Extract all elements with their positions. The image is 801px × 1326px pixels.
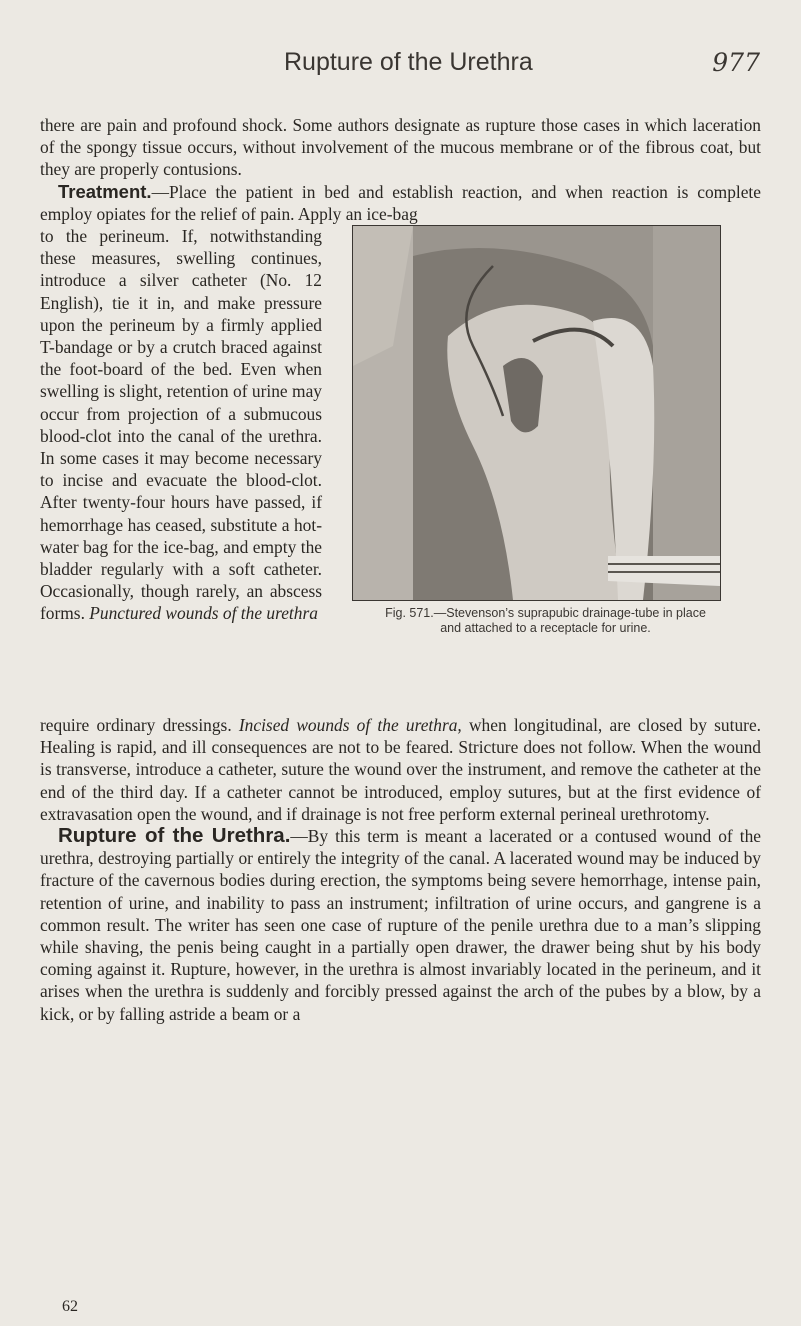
paragraph-rupture (40, 825, 761, 1025)
incised-wounds-text: when longitudinal, are closed by suture. Healing is rapid, and ill consequences are not to be feared. Stricture does not follow. When the wound is transverse, introduce a catheter, suture the wound over the instrument, and remove the catheter at the end of the third day. If a catheter cannot be introduced, employ sutures, but at the first evidence of extravasation open the wound, and if drainage is not free perform external perineal urethrotomy. (40, 715, 762, 824)
paragraph-wounds (40, 714, 761, 825)
signature-mark: 62 (62, 1298, 78, 1315)
rupture-heading: Rupture of the Urethra. (58, 824, 291, 848)
paragraph-shock: there are pain and profound shock. Some authors designate as rupture those cases in which laceration of the spongy tissue occurs, without involvement of the mucous membrane or of the fibrous coat, but they are properly contusions. (40, 115, 761, 180)
treatment-heading: Treatment. (58, 180, 152, 202)
rupture-text: —By this term is meant a lacerated or a contused wound of the urethra, destroying partially or entirely the integrity of the canal. A lacerated wound may be induced by fracture of the cavernous bodies during erection, the symptoms being severe hemorrhage, intense pain, retention of urine, and inability to pass an instrument; infiltration of urine occurs, and gangrene is a common result. The writer has seen one case of rupture of the penile urethra due to a man’s slipping while shaving, the penis being caught in a partially open drawer, the drawer being shut by his body coming against it. Rupture, however, in the urethra is almost invariably located in the perineum, and it arises when the urethra is suddenly and forcibly pressed against the arch of the pubes by a blow, by a kick, or by falling astride a beam or a (40, 826, 761, 1024)
running-title: Rupture of the Urethra (284, 48, 533, 76)
patient-photo-drawing (353, 226, 720, 600)
figure-wrap-region (40, 225, 761, 714)
treatment-wrapped: to the perineum. If, notwithstanding these measures, swelling continues, introduce a silver catheter (No. 12 English), tie it in, and make pressure upon the perineum by a firmly applied T-bandage or by a crutch braced against the foot-board of the bed. Even when swelling is slight, retention of urine may occur from projection of a submucous blood-clot into the canal of the urethra. In some cases it may become necessary to incise and evacuate the blood-clot. After twenty-four hours have passed, if hemorrhage has ceased, substitute a hot-water bag for the ice-bag, and empty the bladder regularly with a soft catheter. Occasionally, though rarely, an abscess forms. (40, 226, 322, 624)
figure-caption (330, 606, 761, 636)
treatment-lead: —Place the patient in bed and establish reaction, and when reaction is complete employ opiates for the relief of pain. Apply an ice-bag (40, 181, 761, 224)
figure-571 (330, 225, 761, 636)
body-text (40, 114, 761, 1025)
treatment-wrapped-text (40, 225, 322, 625)
photo-patient-drainage-tube (352, 225, 721, 601)
caption-line-2: and attached to a receptacle for urine. (440, 621, 651, 636)
punctured-wounds-label: Punctured wounds of the urethra (89, 603, 318, 624)
page-number: 977 (712, 48, 760, 77)
punctured-wounds-text: require ordinary dressings. (40, 715, 239, 736)
caption-line-1: Fig. 571.—Stevenson’s suprapubic drainage-tube in place (385, 606, 706, 621)
paragraph-treatment (40, 181, 761, 225)
incised-wounds-label: Incised wounds of the urethra, (238, 715, 462, 736)
